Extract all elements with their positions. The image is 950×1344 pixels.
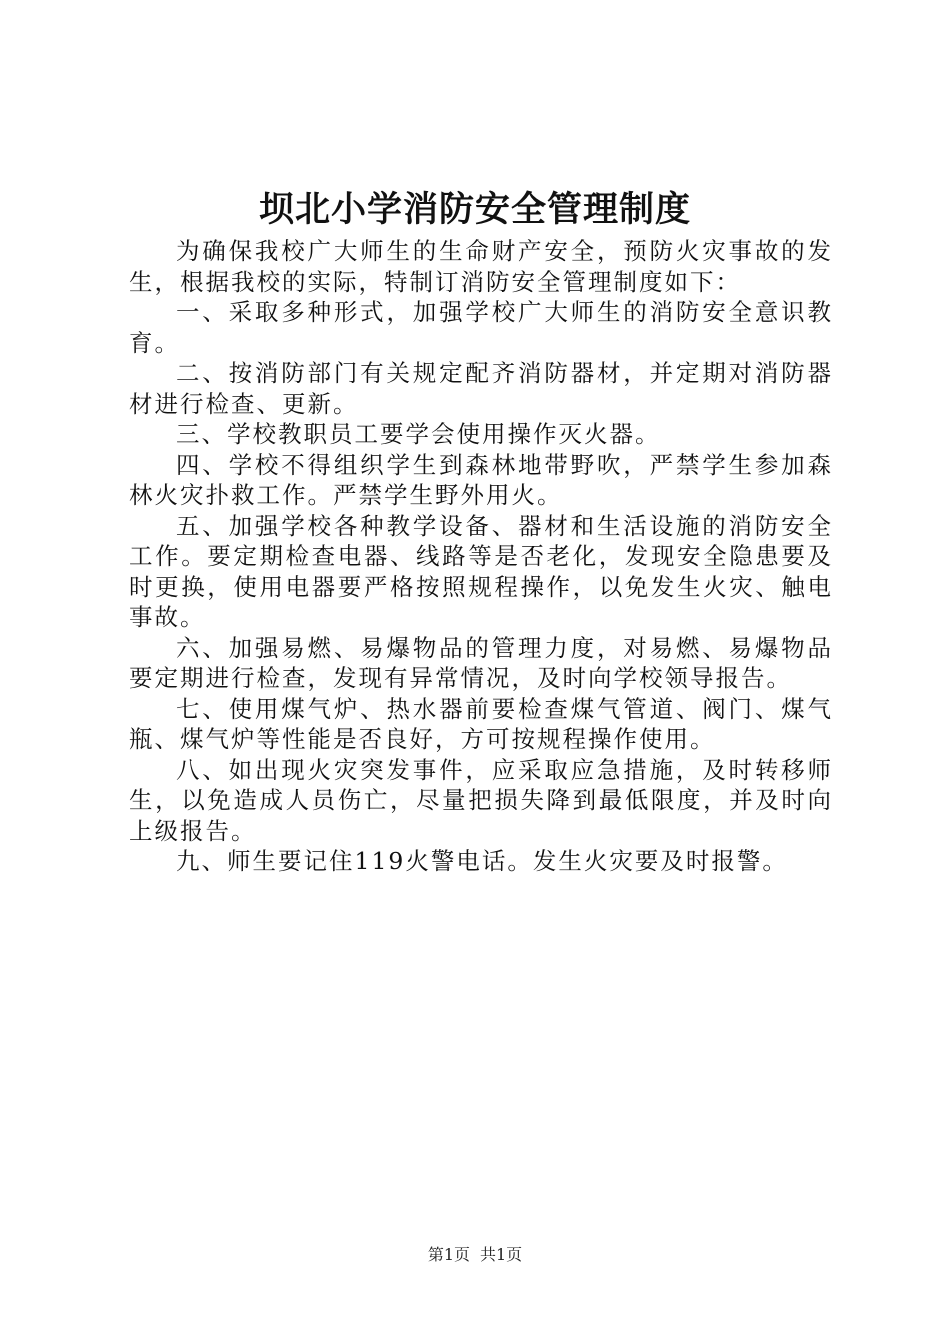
paragraph-item-4: 四、学校不得组织学生到森林地带野吹，严禁学生参加森林火灾扑救工作。严禁学生野外用火。: [129, 450, 833, 509]
paragraph-item-8: 八、如出现火灾突发事件，应采取应急措施，及时转移师生，以免造成人员伤亡，尽量把损失降到最低限度，并及时向上级报告。: [129, 755, 833, 845]
paragraph-item-9: 九、师生要记住119火警电话。发生火灾要及时报警。: [176, 847, 788, 875]
paragraph-intro: 为确保我校广大师生的生命财产安全，预防火灾事故的发生，根据我校的实际，特制订消防安全管理制度如下：: [129, 237, 833, 296]
paragraph-item-5: 五、加强学校各种教学设备、器材和生活设施的消防安全工作。要定期检查电器、线路等是否老化，发现安全隐患要及时更换，使用电器要严格按照规程操作，以免发生火灾、触电事故。: [129, 511, 833, 631]
page-number: 第1页: [427, 1245, 470, 1264]
page-footer: [0, 1244, 950, 1266]
paragraph-item-7: 七、使用煤气炉、热水器前要检查煤气管道、阀门、煤气瓶、煤气炉等性能是否良好，方可按规程操作使用。: [129, 694, 833, 753]
paragraph-item-6: 六、加强易燃、易爆物品的管理力度，对易燃、易爆物品要定期进行检查，发现有异常情况，及时向学校领导报告。: [129, 633, 833, 692]
paragraph-item-2: 二、按消防部门有关规定配齐消防器材，并定期对消防器材进行检查、更新。: [129, 359, 833, 418]
paragraph-item-3: 三、学校教职员工要学会使用操作灭火器。: [176, 420, 661, 448]
paragraph-item-1: 一、采取多种形式，加强学校广大师生的消防安全意识教育。: [129, 298, 833, 357]
document-title: 坝北小学消防安全管理制度: [258, 189, 691, 230]
page-total: 共1页: [480, 1245, 523, 1264]
document-body: [129, 236, 833, 877]
